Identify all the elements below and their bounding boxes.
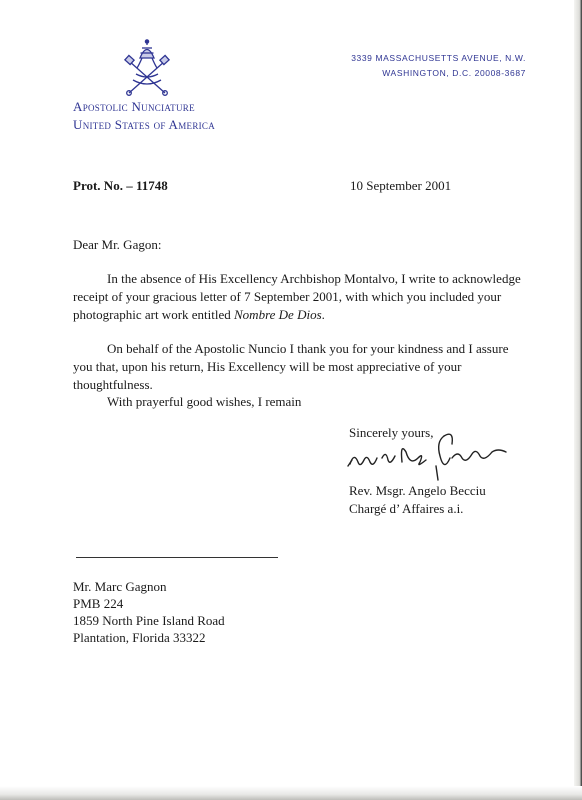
letter-date: 10 September 2001 <box>350 178 452 193</box>
papal-crest-icon <box>122 38 172 96</box>
organization-name: Apostolic Nunciature <box>73 99 195 114</box>
letterhead-organization <box>73 98 215 134</box>
scan-bottom-shadow <box>0 786 582 800</box>
recipient-street: 1859 North Pine Island Road <box>73 613 225 628</box>
closing: Sincerely yours, <box>349 425 434 440</box>
paragraph-3: With prayerful good wishes, I remain <box>107 394 302 409</box>
paragraph-1 <box>73 270 529 324</box>
address-street: 3339 MASSACHUSETTS AVENUE, N.W. <box>351 53 526 63</box>
divider-line <box>76 557 278 558</box>
salutation: Dear Mr. Gagon: <box>73 237 162 252</box>
recipient-address <box>73 578 225 646</box>
protocol-number: Prot. No. – 11748 <box>73 178 168 193</box>
letterhead-address <box>351 51 526 81</box>
artwork-title: Nombre De Dios <box>234 307 322 322</box>
recipient-city: Plantation, Florida 33322 <box>73 630 206 645</box>
recipient-box: PMB 224 <box>73 596 124 611</box>
signer-name: Rev. Msgr. Angelo Becciu <box>349 483 486 498</box>
address-city: WASHINGTON, D.C. 20008-3687 <box>382 68 526 78</box>
handwritten-signature <box>340 422 515 482</box>
scan-edge-shadow <box>574 0 582 800</box>
recipient-name: Mr. Marc Gagnon <box>73 579 167 594</box>
paragraph-1-text: In the absence of His Excellency Archbishop Montalvo, I write to acknowledge receipt of your gracious letter of 7 September 2001, with which you included your photographic art work entitled <box>73 271 521 322</box>
paragraph-2: On behalf of the Apostolic Nuncio I thank you for your kindness and I assure you that, upon his return, His Excellency will be most appreciative of your thoughtfulness. <box>73 341 509 392</box>
signer-title: Chargé d’ Affaires a.i. <box>349 501 464 516</box>
paragraph-1-end: . <box>321 307 325 322</box>
organization-country: United States of America <box>73 117 216 132</box>
